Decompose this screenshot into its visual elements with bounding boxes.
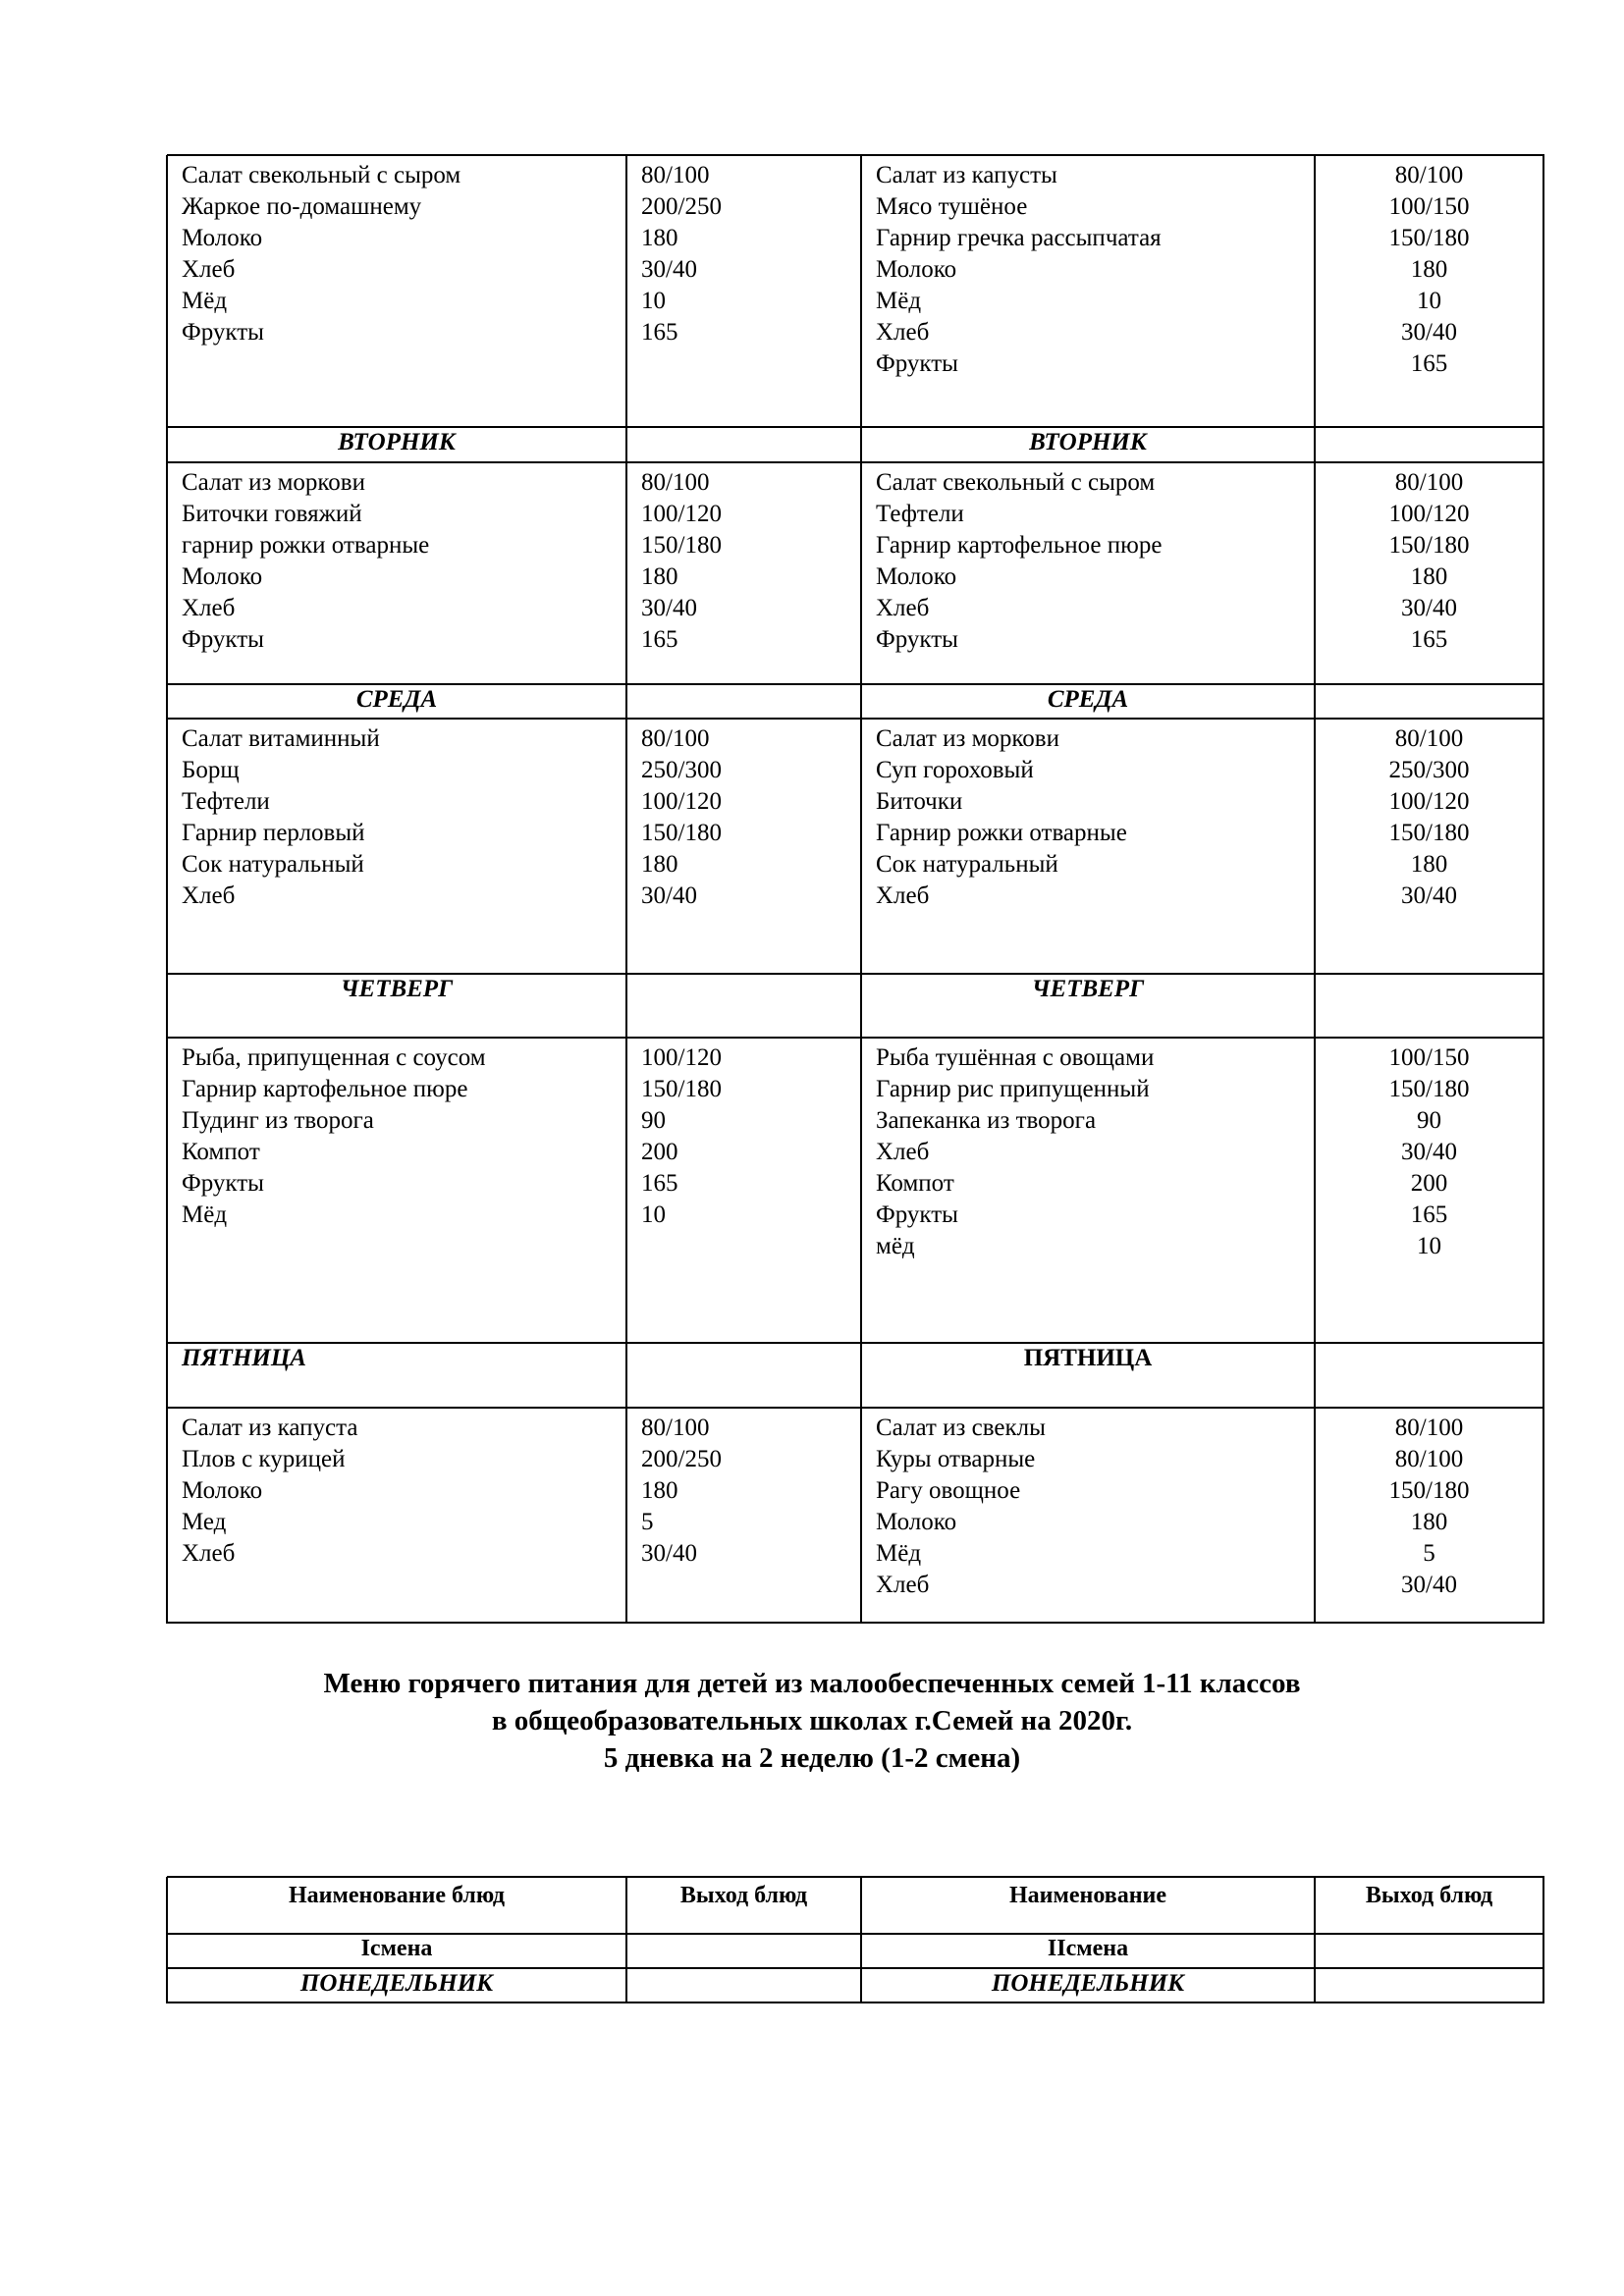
dish-list-shift-1: Рыба, припущенная с соусом Гарнир картофельное пюре Пудинг из творога Компот Фрукты Мёд: [182, 1044, 486, 1228]
table-border: [1543, 1877, 1544, 2003]
dish-list-shift-2: Салат из моркови Суп гороховый Биточки Гарнир рожки отварные Сок натуральный Хлеб: [876, 725, 1127, 909]
row-divider: [167, 1967, 1544, 1969]
portion-list-shift-1: 80/100 200/250 180 30/40 10 165: [641, 162, 722, 346]
day-heading-shift-2: ВТОРНИК: [1029, 429, 1147, 455]
table-border: [167, 154, 1544, 156]
dish-list-shift-1: Салат из моркови Биточки говяжий гарнир рожки отварные Молоко Хлеб Фрукты: [182, 469, 430, 653]
column-divider: [625, 1877, 627, 2003]
day-heading-shift-2: СРЕДА: [1047, 686, 1129, 713]
day-heading-shift-1: ЧЕТВЕРГ: [340, 976, 454, 1002]
dish-list-shift-2: Салат свекольный с сыром Тефтели Гарнир картофельное пюре Молоко Хлеб Фрукты: [876, 469, 1163, 653]
portion-list-shift-1: 100/120 150/180 90 200 165 10: [641, 1044, 722, 1228]
row-divider: [167, 1933, 1544, 1935]
header-dish-name-2: Наименование: [1009, 1883, 1166, 1908]
column-divider: [1314, 155, 1316, 1624]
header-dish-name: Наименование блюд: [289, 1883, 505, 1908]
portion-list-shift-2: 80/100 100/150 150/180 180 10 30/40 165: [1388, 162, 1470, 377]
column-divider: [860, 1877, 862, 2003]
day-heading-shift-1: ПЯТНИЦА: [182, 1345, 306, 1371]
row-divider: [167, 426, 1544, 428]
day-heading-shift-2: ПЯТНИЦА: [1023, 1345, 1153, 1371]
column-divider: [860, 155, 862, 1624]
portion-list-shift-2: 80/100 250/300 100/120 150/180 180 30/40: [1388, 725, 1470, 909]
dish-list-shift-2: Салат из свеклы Куры отварные Рагу овощное Молоко Мёд Хлеб: [876, 1415, 1046, 1598]
day-heading-shift-1: ПОНЕДЕЛЬНИК: [299, 1970, 494, 1997]
header-portion: Выход блюд: [679, 1883, 808, 1908]
shift-label-1: Iсмена: [360, 1936, 433, 1961]
row-divider: [167, 1407, 1544, 1409]
day-heading-shift-2: ПОНЕДЕЛЬНИК: [991, 1970, 1185, 1997]
column-divider: [625, 155, 627, 1624]
day-heading-shift-2: ЧЕТВЕРГ: [1031, 976, 1145, 1002]
dish-list-shift-1: Салат свекольный с сыром Жаркое по-домашнему Молоко Хлеб Мёд Фрукты: [182, 162, 461, 346]
menu-title-line-1: Меню горячего питания для детей из малообеспеченных семей 1-11 классов: [323, 1668, 1301, 1699]
row-divider: [167, 973, 1544, 975]
portion-list-shift-1: 80/100 250/300 100/120 150/180 180 30/40: [641, 725, 722, 909]
column-divider: [1314, 1877, 1316, 2003]
dish-list-shift-2: Рыба тушённая с овощами Гарнир рис припущенный Запеканка из творога Хлеб Компот Фрукты мёд: [876, 1044, 1155, 1259]
header-portion-2: Выход блюд: [1365, 1883, 1493, 1908]
dish-list-shift-1: Салат из капуста Плов с курицей Молоко Мед Хлеб: [182, 1415, 358, 1567]
menu-title: [0, 1665, 1624, 1777]
row-divider: [167, 1037, 1544, 1039]
menu-title-line-2: в общеобразовательных школах г.Семей на 2020г.: [491, 1705, 1133, 1736]
dish-list-shift-1: Салат витаминный Борщ Тефтели Гарнир перловый Сок натуральный Хлеб: [182, 725, 380, 909]
portion-list-shift-2: 80/100 100/120 150/180 180 30/40 165: [1388, 469, 1470, 653]
table-border: [166, 155, 168, 1624]
table-border: [166, 1877, 168, 2003]
day-heading-shift-1: СРЕДА: [355, 686, 438, 713]
portion-list-shift-2: 100/150 150/180 90 30/40 200 165 10: [1388, 1044, 1470, 1259]
table-border: [167, 1622, 1544, 1624]
day-heading-shift-1: ВТОРНИК: [338, 429, 456, 455]
portion-list-shift-1: 80/100 100/120 150/180 180 30/40 165: [641, 469, 722, 653]
row-divider: [167, 1342, 1544, 1344]
shift-label-2: IIсмена: [1047, 1936, 1129, 1961]
row-divider: [167, 461, 1544, 463]
table-border: [1543, 155, 1544, 1624]
portion-list-shift-1: 80/100 200/250 180 5 30/40: [641, 1415, 722, 1567]
row-divider: [167, 683, 1544, 685]
dish-list-shift-2: Салат из капусты Мясо тушёное Гарнир гречка рассыпчатая Молоко Мёд Хлеб Фрукты: [876, 162, 1162, 377]
table-border: [167, 2002, 1544, 2003]
menu-title-line-3: 5 дневка на 2 неделю (1-2 смена): [603, 1742, 1021, 1774]
row-divider: [167, 718, 1544, 720]
portion-list-shift-2: 80/100 80/100 150/180 180 5 30/40: [1388, 1415, 1470, 1598]
table-border: [167, 1876, 1544, 1878]
